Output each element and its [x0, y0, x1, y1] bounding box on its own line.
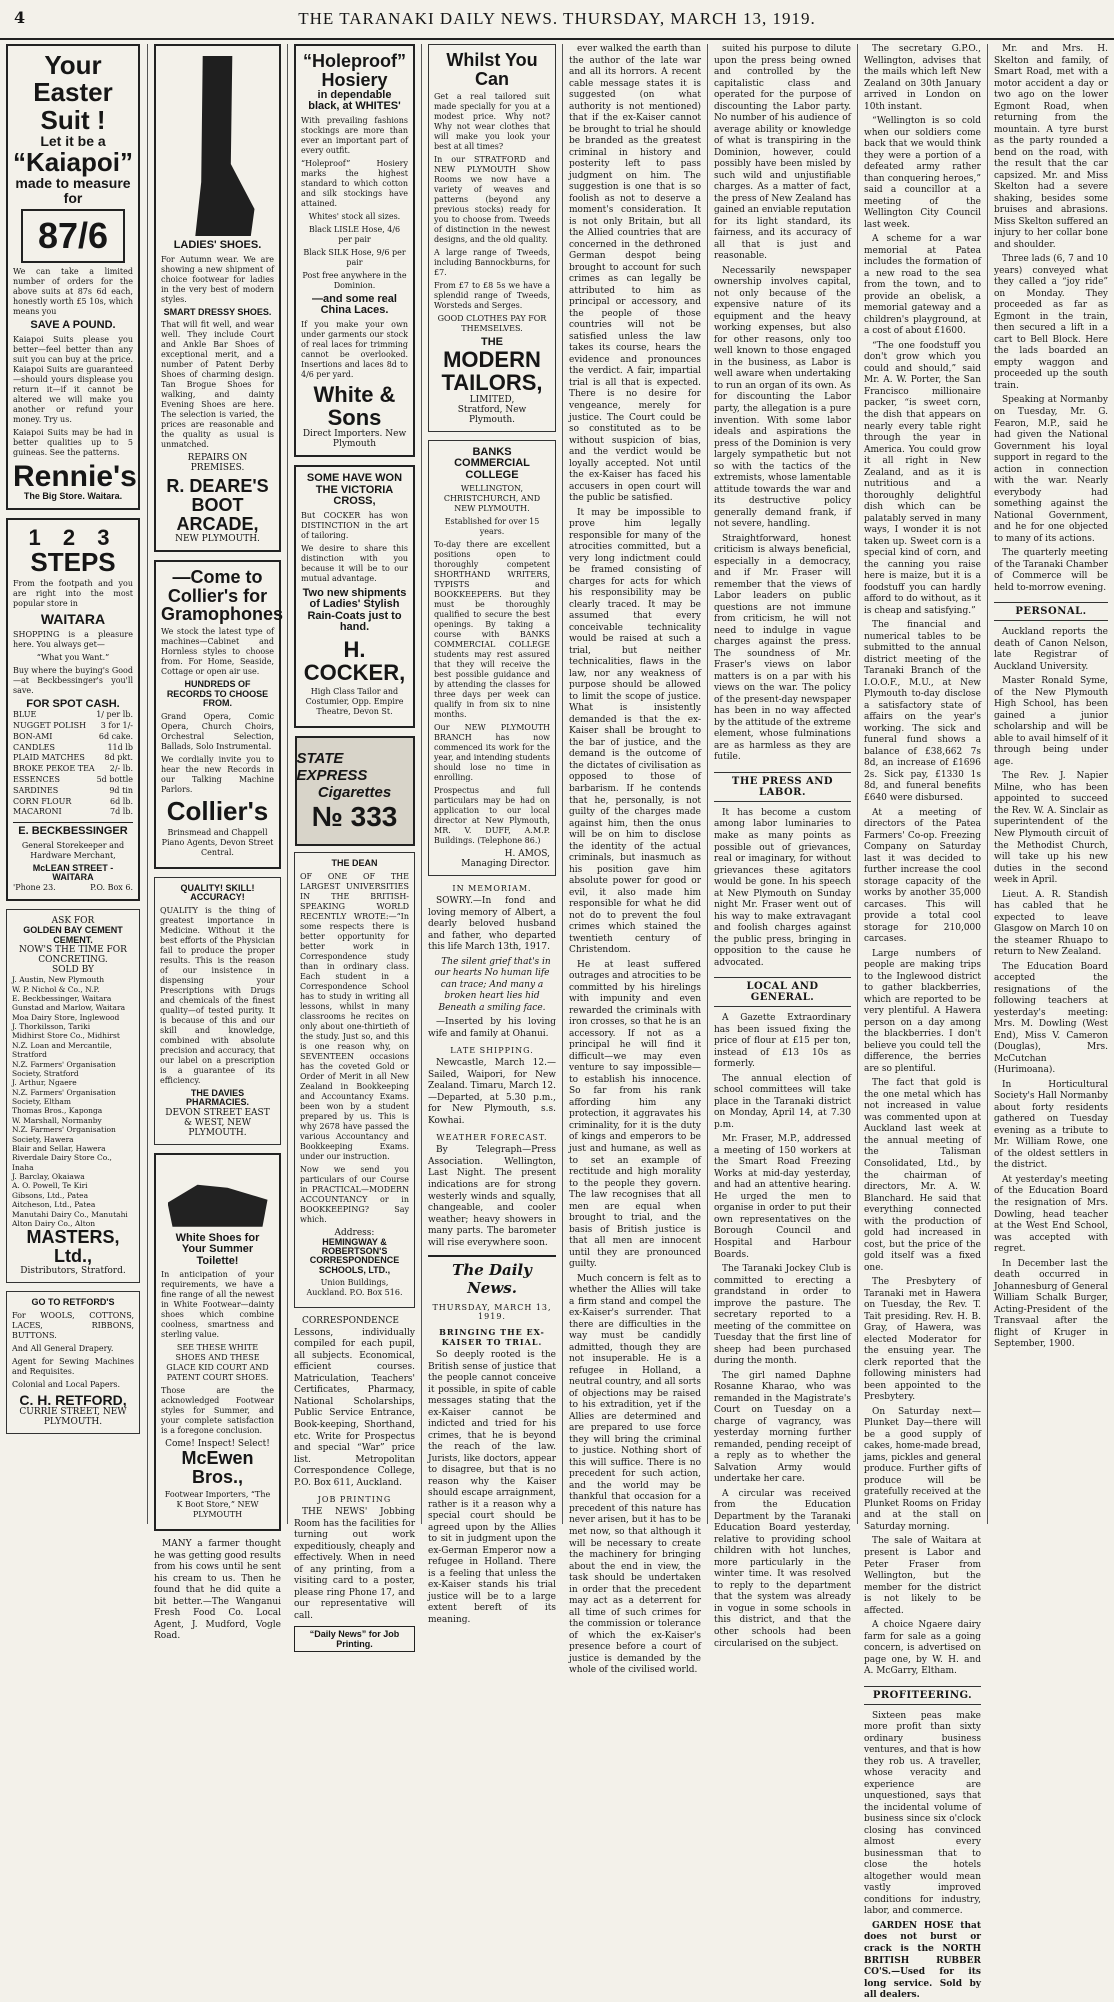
collier-ad	[154, 560, 284, 869]
agent-item: A. O. Powell, Te Kiri	[12, 1181, 88, 1191]
collier-logo: Collier's	[166, 795, 269, 826]
tailors-place: Stratford, New Plymouth.	[457, 404, 527, 425]
price-box: 87/6	[21, 209, 125, 263]
profiteering-hd: PROFITEERING.	[864, 1686, 981, 1705]
ws-come: Come! Inspect! Select!	[165, 1439, 270, 1450]
memoriam-body: SOWRY.—In fond and loving memory of Albert, a dearly beloved husband and father, who departed this life March 13th, 1917.	[428, 896, 556, 953]
column-4	[421, 44, 562, 1625]
weather: By Telegraph—Press Association. Wellington, Last Night. The present indications are for strong westerly winds and squally, changeable, and cooler weather; heavy showers in many parts. The barometer will rise everywhere soon.	[428, 1145, 556, 1248]
retford-ad	[6, 1291, 140, 1434]
holeproof-title: “Holeproof”	[303, 51, 406, 71]
tailors-name: MODERN TAILORS,	[441, 347, 543, 396]
banks-sign: H. AMOS,	[504, 849, 550, 860]
paragraph: Necessarily newspaper ownership involves capital, not only because of the expensive nature of its equipment and the heavy working expenses, but also for other reasons, only too well known to those engaged in the business, as Labor is well aware when undertaking to run an organ of its own. As for discounting the Labor party, the allegation is a pure invention. With some labor ideals and aspirations the press of the Dominion is very largely sympathetic but not so with the tactics of the extremists, whose lamentable attitude towards the war and its destructive policy generally demand frank, if not severe, handling.	[714, 265, 851, 530]
tailors-motto: GOOD CLOTHES PAY FOR THEMSELVES.	[437, 313, 547, 333]
press-labor-body: It has become a custom among labor luminaries to make as many points as possible out of grievances, real or imaginary, for without grievances these agitators would be gone. In his speech at New Plymouth on Sunday night Mr. Fraser went out of his way to make extravagant and foolish charges against the public press, bringing in opposition to the cause he advocated.	[714, 807, 851, 968]
cocker-body3: Two new shipments of Ladies' Stylish Rain-Coats just to hand.	[302, 586, 407, 634]
agent-item: Gunstad and Marlow, Waitara	[12, 1003, 126, 1013]
paragraph: Auckland reports the death of Canon Nelson, late Registrar of Auckland University.	[994, 627, 1108, 672]
paragraph: suited his purpose to dilute upon the press being owned and controlled by the capitalistic class and operated for the purpose of discounting the Labor party. No number of his audience of average ability or knowledge of what is transpiring in the Dominion, however, could possibly have been misled by such wild and unjustifiable charges. As a matter of fact, the press of New Zealand has gained an enviable reputation for its light standard, its fairness, and its accuracy of all that is just and reasonable.	[714, 44, 851, 262]
steps-quote: “What you Want.”	[36, 652, 110, 662]
easter-line4: made to measure	[15, 174, 131, 191]
agent-item: Midhirst Store Co., Midhirst	[12, 1031, 120, 1041]
item-name: MACARONI	[13, 807, 62, 817]
paragraph: Speaking at Normanby on Tuesday, Mr. G. Fearon, M.P., said he had given the National Government his loyal support in regard to the action in connection with the war. Nearly everybody had something against the National Government, and he for one objected to many of its actions.	[994, 395, 1108, 544]
paragraph: On Saturday next—Plunket Day—there will be a good supply of cakes, home-made bread, jams, pickles and general produce. Further gifts of produce will be gratefully received at the Plunket Rooms on Friday and at the stall on Saturday morning.	[864, 1406, 981, 1532]
leader	[428, 1255, 556, 1626]
agent-item: N.Z. Loan and Mercantile, Stratford	[12, 1040, 112, 1060]
steps-body2: SHOPPING is a pleasure here. You always get—	[13, 629, 133, 649]
easter-body2: Kaiapoi Suits please you better—feel better than any suit you can buy at the price. Kaiapoi Suits are guaranteed—should yours displease you return it—if it cannot be altered we will make you another or refund your money. Try us.	[13, 334, 133, 424]
cream-notice: MANY a farmer thought he was getting good results from his cows until he sent his cream to us. Then he found that he did quite a bit better.—The Wanganui Fresh Food Co. Local Agent, J. Mudford, Vogle Road.	[154, 1539, 281, 1642]
whites-sub: Direct Importers. New Plymouth	[302, 429, 407, 450]
paragraph: The Presbytery of Taranaki met in Hawera on Tuesday, the Rev. T. Tait presiding. Rev. H. B. Gray, of Hawera, was elected Moderator for the ensuing year. The clerk reported that the following ministers had been appointed to the Presbytery.	[864, 1277, 981, 1403]
paragraph: At a meeting of directors of the Patea Farmers' Co-op. Freezing Company on Saturday last it was decided to further increase the cool storage capacity of the works by another 35,000 carcases. This will provide a total cool storage for 210,000 carcases.	[864, 807, 981, 945]
banks-sign-sub: Managing Director.	[461, 859, 550, 870]
paragraph: In Horticultural Society's Hall Normanby about forty residents gathered on Tuesday evening as a tribute to Mr. William Rowe, one of the oldest settlers in the district.	[994, 1079, 1108, 1171]
item-price: 6d cake.	[98, 731, 133, 741]
express-brand: STATE EXPRESS	[296, 749, 368, 784]
davies-ad	[154, 877, 281, 1145]
merchant-address: McLEAN STREET - WAITARA	[32, 862, 114, 883]
paragraph: It may be impossible to prove him legally responsible for many of the atrocities committed, but a very long indictment could be framed consisting of charges for acts for which his responsibility may be clearly traced. It may be assumed that every conceivable technicality would be raised at such a trial, but neither technicalities, flaws in the law, nor any weakness of purpose should be allowed to limit the scope of justice. What is insistently demanded is that the ex-Kaiser shall be brought to the bar of justice, and the demand is the outcome of the dictates of civilisation as opposed to those of barbarism. If he contends that he, personally, is not guilty of the charges made against him, then the onus will be on him to disclose the identity of the actual criminals, but inasmuch as his position gave him absolute power for good or evil, it also made him responsible for what he did not do to prevent the foul crimes which stained the twentieth century of Christendom.	[569, 507, 701, 956]
lace-body: If you make your own under garments our stock of real laces for trimming cannot be overlooked. Insertions and laces 8d to 4/6 per yard.	[301, 319, 408, 379]
gram-body1: We stock the latest type of machines—Cabinet and Hornless styles to choose from. For Home, Seaside, Cottage or open air use.	[161, 627, 274, 677]
masthead: THE TARANAKI DAILY NEWS. THURSDAY, MARCH 13, 1919.	[298, 9, 816, 28]
cocker-body2: We desire to share this distinction with you because it will be to our mutual advantage.	[301, 543, 408, 583]
hosiery-lisle: Black LISLE Hose, 4/6 per pair	[308, 224, 401, 244]
davies-title: QUALITY! SKILL! ACCURACY!	[180, 882, 255, 903]
merchant-name: E. BECKBESSINGER	[13, 822, 133, 838]
column-6	[707, 44, 857, 1649]
paragraph: A circular was received from the Education Department by the Taranaki Education Board yesterday, relative to providing school children with hot lunches, more particularly in the winter time. It was resolved to reply to the department that the system was already in vogue in some schools in this district, and that the other schools had been circularised on the subject.	[714, 1488, 851, 1649]
agent-item: E. Beckbessinger, Waitara	[12, 993, 112, 1003]
paragraph: “Wellington is so cold when our soldiers come back that we would think they were a portion of a defeated army rather than conquering heroes,” said a councillor at a meeting of the Wellington City Council last week.	[864, 116, 981, 230]
item-name: CANDLES	[13, 742, 55, 752]
item-name: PLAID MATCHES	[13, 753, 85, 763]
collier-addr: Brinsmead and Chappell Piano Agents, Devon Street Central.	[161, 827, 274, 857]
paragraph: A choice Ngaere dairy farm for sale as a going concern, is advertised on page one, by W. H. and A. McGarry, Eltham.	[864, 1620, 981, 1677]
paragraph: The Education Board accepted the resignations of the following teachers at yesterday's meeting: Mrs. M. Dowling (West End), Miss V. Cameron (Douglas), Mrs. McCutchan (Hurimoana).	[994, 961, 1108, 1076]
paragraph: Straightforward, honest criticism is always beneficial, especially in a democracy, and if Mr. Fraser will remember that the views of Labor leaders on public questions are not immune from criticism, he will not need to indulge in vague charges against the press. The soundness of Mr. Fraser's views on labor matters is on a par with his views on the war. The policy of the present-day newspaper has been in no way affected by the attitude of the extreme element, whose fulminations are as harmless as they are futile.	[714, 533, 851, 763]
mcewen-sub: Footwear Importers, “The K Boot Store,” NEW PLYMOUTH	[164, 1490, 271, 1520]
price-list	[13, 710, 133, 818]
page-number: 4	[14, 8, 26, 27]
cement-time: NOW'S THE TIME FOR CONCRETING.	[19, 945, 127, 966]
item-name: ESSENCES	[13, 774, 60, 784]
ws-line3: Toilette!	[196, 1254, 239, 1267]
price-row	[13, 710, 133, 721]
easter-line2: Let it be a	[40, 132, 106, 149]
leader-date: THURSDAY, MARCH 13, 1919.	[432, 1303, 552, 1322]
daily-news-flag: The Daily News.	[452, 1261, 532, 1298]
gram-body3: We cordially invite you to hear the new Records in our Talking Machine Parlors.	[161, 754, 274, 794]
column-2	[147, 44, 287, 1642]
agent-item: N.Z. Farmers' Organisation Society, Eltham	[12, 1087, 116, 1107]
state-express-packet	[295, 736, 415, 846]
job-printing-body: THE NEWS' Jobbing Room has the facilities for turning out work expeditiously, cheaply and effectively. When in need of any printing, from a visiting card to a poster, please ring Phone 17, and our representative will call.	[294, 1507, 415, 1621]
item-name: SARDINES	[13, 785, 59, 795]
paragraph: ever walked the earth than the author of the late war and all its horrors. A recent cable message states it is suggested (on what authority is not mentioned) that if the ex-Kaiser cannot be brought to trial he should be branded as the greatest criminal in history and posterity left to pass judgment on him. The suggestion is one that is so foolish as not to deserve a moment's consideration. It is not only Britain, but all the Allied countries that are concerned in the dethroned German despot being brought to account for such crimes as can legally be attributed to him as principal or accessory, and the people of those countries will not be satisfied unless the law takes its course, hears the evidence and pronounces the verdict. A fair, impartial trial is all that is expected. There is no desire for vengeance, merely for justice. The Court could be so constituted as to be without suspicion of bias, and the verdict would be loyally accepted. Not until the ex-Kaiser has faced his accusers in open court will the public be satisfied.	[569, 44, 701, 504]
retford-address: CURRIE STREET, NEW PLYMOUTH.	[19, 1407, 127, 1428]
deare-name: R. DEARE'S BOOT ARCADE,	[166, 475, 269, 534]
cement-ad	[6, 909, 140, 1283]
ws-see: SEE THESE WHITE SHOES AND THESE GLACE KID COURT AND PATENT COURT SHOES.	[166, 1343, 269, 1383]
shoes-body: For Autumn wear. We are showing a new shipment of choice footwear for ladies in the very best of modern styles.	[161, 254, 274, 304]
banks-body2: Our NEW PLYMOUTH BRANCH has now commenced its work for the year, and intending students should lose no time in enrolling.	[434, 723, 550, 783]
cement-sold: SOLD BY	[52, 965, 94, 976]
job-printing-tag: “Daily News” for Job Printing.	[294, 1626, 415, 1652]
banks-towns: WELLINGTON, CHRISTCHURCH, AND NEW PLYMOUTH.	[443, 484, 541, 514]
save-pound: SAVE A POUND.	[30, 319, 116, 332]
item-name: CORN FLOUR	[13, 796, 72, 806]
tailors-body1: Get a real tailored suit made specially for you at a modest price. Why not? Why not wear clothes that will make you look your best at all times?	[434, 91, 550, 151]
item-price: 1/ per lb.	[96, 710, 133, 720]
agent-item: Riverdale Dairy Store Co., Inaha	[12, 1153, 112, 1172]
steps-body3: Buy where the buying's Good—at Beckbessinger's you'll save.	[13, 665, 133, 695]
retford-body4: Colonial and Local Papers.	[12, 1379, 121, 1389]
cocker-body1: But COCKER has won DISTINCTION in the art of tailoring.	[301, 510, 408, 540]
hosiery-title: Hosiery	[321, 69, 388, 90]
tailors-the: THE	[481, 335, 503, 348]
ws-body: In anticipation of your requirements, we have a fine range of all the newest in White Footwear—dainty shoes which combine coolness, smartness and sterling value.	[161, 1270, 274, 1340]
agent-item: N.Z. Farmers' Organisation Society, Hawera	[12, 1125, 116, 1144]
dean-address-label: Address:	[334, 1227, 375, 1238]
agent-list	[12, 975, 134, 1228]
shipping-hd: LATE SHIPPING.	[450, 1046, 534, 1056]
memoriam-hd: IN MEMORIAM.	[452, 884, 532, 894]
leader-continued	[569, 44, 701, 1677]
cement-brand: GOLDEN BAY CEMENT	[23, 925, 123, 936]
ws-body2: Those are the acknowledged Footwear styles for Summer, and your complete satisfaction is a foregone conclusion.	[161, 1386, 274, 1436]
price-row	[13, 786, 133, 797]
page-header	[0, 0, 1114, 40]
modern-tailors-ad	[428, 44, 556, 432]
paragraph: The Rev. J. Napier Milne, who has been appointed to succeed the Rev. W. A. Sinclair as superintendent of the New Plymouth circuit of the Methodist Church, will take up his new duties in the second week in April.	[994, 771, 1108, 886]
banks-est: Established for over 15 years.	[444, 517, 540, 537]
agent-item: Gibsons, Ltd., Patea	[12, 1190, 89, 1200]
personal-hd: PERSONAL.	[994, 602, 1108, 621]
agent-item: Thomas Bros., Kaponga	[12, 1106, 103, 1116]
dean-title: THE DEAN	[331, 858, 378, 869]
personal-column	[994, 627, 1108, 1350]
leader-body: So deeply rooted is the British sense of justice that the people cannot conceive it possible, in spite of cable messages stating that the ex-Kaiser cannot be indicted and tried for his crimes, that he is beyond the reach of the law. Jurists, like doctors, appear to disagree, but that is no reason why the Kaiser should escape arraignment, rather is it a reason why a special court should be agreed upon by the Allies to sit in judgment upon the ex-German Emperor now a refugee in Holland. There is a feeling that unless the ex-Kaiser stands his trial justice will be to a large extent bereft of its meaning.	[428, 1350, 556, 1625]
paragraph: Lieut. A. R. Standish has cabled that he expected to leave Glasgow on March 10 on the steamer Rhuapo to return to New Zealand.	[994, 889, 1108, 958]
paragraph: Three lads (6, 7 and 10 years) conveyed what they called a “joy ride” on Monday. They proceeded as far as Egmont in the train, then secured a lift in a cart to Bell Block. Here the lads boarded an empty waggon and proceeded up the south train.	[994, 254, 1108, 391]
agent-item: J. Austin, New Plymouth	[12, 975, 105, 985]
tailors-body2: In our STRATFORD and NEW PLYMOUTH Show Rooms we now have a variety of weaves and patterns (beyond any previous stocks) ready for you to choose from. Tweeds of distinction in the newest designs, and the old quality.	[434, 154, 550, 244]
retford-name: C. H. RETFORD,	[19, 1391, 127, 1408]
cement-word: CEMENT.	[53, 934, 93, 945]
shoes-sub: SMART DRESSY SHOES.	[163, 306, 272, 317]
paragraph: The secretary G.P.O., Wellington, advises that the mails which left New Zealand on 30th January arrived in London on 10th instant.	[864, 44, 981, 112]
paragraph: “The one foodstuff you don't grow which you could and should,” said Mr. A. W. Porter, the San Francisco millionaire packer, “is sweet corn, the dish that appears on nearly every table right through the year in America. You could grow it all right in New Zealand, and as it is nutritious and a thoroughly delightful dish which can be palatably served in many ways, I wonder it is not taken up. Sweet corn is a special kind of corn, and the canning you raise here is maize, but it is a foodstuff you can hardly afford to do without, as it is cheap and satisfying.”	[864, 340, 981, 616]
paragraph: The sale of Waitara at present is Labor and Peter Fraser from Wellington, but the member for the district is not likely to be affected.	[864, 1536, 981, 1616]
rennies-sub: The Big Store. Waitara.	[23, 491, 123, 502]
memoriam-sign: —Inserted by his loving wife and family at Ohanui.	[428, 1017, 556, 1039]
masters-name: MASTERS, Ltd.,	[26, 1227, 120, 1267]
agent-item: J. Thorkilsson, Tariki	[12, 1022, 91, 1032]
correspondence-notice: CORRESPONDENCE Lessons, individually compiled for each pupil, all subjects. Economical, efficient courses. Matriculation, Teachers' Certificates, Pharmacy, National Scholarships, Public Service Entrance, Book-keeping, Shorthand, etc. Write for Prospectus and special “War” price list. Metropolitan Correspondence College, P.O. Box 611, Auckland.	[294, 1316, 415, 1488]
ws-line2: Your Summer	[181, 1243, 254, 1256]
job-printing-hd: JOB PRINTING	[317, 1495, 392, 1505]
cocker-name: H. COCKER,	[303, 636, 406, 686]
retford-body3: Agent for Sewing Machines and Requisites.	[12, 1356, 134, 1376]
local-news-cont	[994, 44, 1108, 594]
local-general-hd: LOCAL AND GENERAL.	[714, 977, 851, 1007]
labor-article	[714, 44, 851, 764]
paragraph: Master Ronald Syme, of the New Plymouth High School, has been gained a junior scholarship and will be able to avail himself of it through being under age.	[994, 676, 1108, 767]
agent-item: W. P. Nichol & Co., N.P.	[12, 984, 100, 994]
paragraph: He at least suffered outrages and atrocities to be committed by his hirelings with impunity and even rewarded the criminals with iron crosses, so that he is an accessory. If not as a principal he will find it difficult—we may even venture to say impossible—to establish his innocence. So far from his rank affording him any protection, it aggravates his criminality, for it is the duty of kings and emperors to be just and humane, as well as to set an example of rectitude and high morality to the people they govern. The law recognises that all men are equal when brought to trial, and the basis of British justice is that all men are innocent until they are pronounced guilty.	[569, 959, 701, 1270]
dean-body2: Now we send you particulars of our Course in PRACTICAL—MODERN ACCOUNTANCY or in BOOKKEEPING? Say which.	[300, 1164, 409, 1224]
cocker-sub: High Class Tailor and Costumier, Opp. Empire Theatre, Devon St.	[305, 687, 404, 717]
easter-body1: We can take a limited number of orders for the above suits at 87s 6d each, honestly worth £5 10s, which means you	[13, 267, 133, 317]
paragraph: Mr. and Mrs. H. Skelton and family, of Smart Road, met with a motor accident a day or two ago on the lower Egmont Road, when returning from the mountain. A tyre burst as the party rounded a bend on the road, with the result that the car capsized. Mr. and Miss Skelton had a severe shaking, besides some bruises and abrasions. Miss Skelton suffered an injury to her collar bone and shoulder.	[994, 44, 1108, 250]
paragraph: At yesterday's meeting of the Education Board the resignation of Mrs. Dowling, head teacher at the West End School, was accepted with regret.	[994, 1174, 1108, 1255]
shipping: Newcastle, March 12.—Sailed, Waipori, for New Zealand. Timaru, March 12.—Departed, at 5.30 p.m., for New Plymouth, s.s. Kowhai.	[428, 1058, 556, 1126]
agent-item: Manutahi Dairy Co., Manutahi	[12, 1209, 128, 1219]
agent-item: Blair and Sellar, Hawera	[12, 1143, 106, 1153]
cement-ask: ASK FOR	[51, 916, 95, 927]
agent-item: N.Z. Farmers' Organisation Society, Stratford	[12, 1059, 116, 1078]
gram-line3: Gramophones	[161, 604, 284, 625]
garden-hose-notice: GARDEN HOSE that does not burst or crack is the NORTH BRITISH RUBBER CO'S.—Used for its long service. Sold by all dealers.	[864, 1920, 981, 2001]
memoriam-verse: The silent grief that's in our hearts No human life can trace; And many a broken heart lies hid Beneath a smiling face.	[434, 956, 551, 1013]
davies-addr: DEVON STREET EAST & WEST, NEW PLYMOUTH.	[165, 1107, 270, 1138]
steps-body1: From the footpath and you are right into the most popular store in	[13, 578, 133, 608]
banks-body3: Prospectus and full particulars may be had on application to our local director at New Plymouth, MR. V. DUFF, A.M.P. Buildings. (Telephone 86.)	[434, 786, 550, 846]
masters-sub: Distributors, Stratford.	[20, 1266, 126, 1277]
agent-item: J. Barclay, Okaiawa	[12, 1172, 85, 1182]
tailors-ltd: LIMITED,	[469, 394, 515, 405]
gram-line1: —Come to	[172, 566, 263, 587]
press-labor-hd: THE PRESS AND LABOR.	[714, 772, 851, 802]
agent-item: Moa Dairy Store, Inglewood	[12, 1012, 120, 1022]
agent-item: J. Arthur, Ngaere	[12, 1078, 77, 1088]
mcewen-name: McEwen Bros.,	[181, 1448, 254, 1488]
hosiery-post: Post free anywhere in the Dominion.	[302, 270, 407, 290]
whites-logo: White & Sons	[313, 381, 396, 431]
column-5	[562, 44, 707, 1676]
banks-body1: To-day there are excellent positions open to thoroughly competent SHORTHAND WRITERS, TYPISTS and BOOKKEEPERS. But they must be thoroughly qualified to secure the best openings. By taking a course with BANKS COMMERCIAL COLLEGE students may rest assured that they will receive the best possible guidance and by attending the classes for three days per week can qualify in from six to nine months.	[434, 540, 550, 720]
retford-body2: And All General Drapery.	[12, 1343, 114, 1353]
paragraph: A scheme for a war memorial at Patea includes the formation of a new road to the sea from the town, and to provide an obelisk, a memorial gateway and a children's playground, at a cost of about £1600.	[864, 234, 981, 337]
retford-body1: For WOOLS, COTTONS, LACES, RIBBONS, BUTTONS.	[12, 1310, 134, 1340]
paragraph: A Gazette Extraordinary has been issued fixing the price of flour at £15 per ton, instead of £13 10s as formerly.	[714, 1013, 851, 1070]
leader-headline: BRINGING THE EX-KAISER TO TRIAL.	[439, 1327, 545, 1348]
express-sub: Cigarettes	[317, 783, 392, 801]
agent-item: Aitcheson, Ltd., Patea	[12, 1200, 96, 1210]
column-7	[857, 44, 987, 2001]
merchant-box: P.O. Box 6.	[90, 882, 133, 892]
steps-title: STEPS	[30, 546, 116, 577]
column-3	[287, 44, 421, 1650]
item-price: 5d bottle	[96, 774, 133, 784]
column-1	[0, 44, 146, 1524]
paragraph: The financial and numerical tables to be submitted to the annual district meeting of the Taranaki Branch of the I.O.O.F., M.U., at New Plymouth to-day disclose a satisfactory state of affairs on the year's working. The sick and funeral fund shows a balance of £38,662 7s 8d, an increase of £1696 2s. Sick pay, £1330 1s 8d, and funeral benefits £640 were disbursed.	[864, 620, 981, 803]
easter-body3: Kaiapoi Suits may be had in better qualities up to 5 guineas. See the patterns.	[13, 427, 133, 457]
price-row	[13, 764, 133, 775]
cocker-ad	[294, 465, 415, 728]
paragraph: Mr. Fraser, M.P., addressed a meeting of 150 workers at the Smart Road Freezing Works at mid-day yesterday, and had an attentive hearing. He urged the men to organise in order to put their own representatives on the Borough Council and Hospital and Harbour Boards.	[714, 1134, 851, 1260]
dean-body: OF ONE OF THE LARGEST UNIVERSITIES IN THE BRITISH-SPEAKING WORLD RECENTLY WROTE:—“In some respects there is better opportunity for better work in Correspondence study than in ordinary class. Each student in a Correspondence School has to study in writing all lessons, whilst in many classrooms he recites on only about one-thirtieth of the study. Just so, and this is one reason why, on SEVENTEEN occasions has the coveted Gold or Order of Merit in all New Zealand in Bookkeeping and Accountancy Exams. been won by a student prepared by us. This is why 2678 have passed the various Accountancy and Bookkeeping Exams. under our instruction.	[300, 871, 409, 1161]
merchant-phone: 'Phone 23.	[13, 882, 56, 892]
davies-name: THE DAVIES PHARMACIES.	[185, 1087, 249, 1108]
rennies-logo: Rennie's	[13, 459, 137, 493]
shoe-illustration	[168, 1167, 268, 1227]
weather-hd: WEATHER FORECAST.	[436, 1133, 548, 1143]
paragraph: In December last the death occurred in Johannesburg of General William Schalk Burger, Acting-President of the Transvaal after the flight of Kruger in September, 1900.	[994, 1258, 1109, 1350]
paragraph: The girl named Daphne Rosanne Kharao, who was remanded in the Magistrate's Court on Tuesday on a charge of vagrancy, was yesterday morning further remanded, pending receipt of a reply as to whether the Salvation Army would undertake her care.	[714, 1370, 851, 1485]
column-8	[987, 44, 1114, 1524]
paragraph: The fact that gold is the one metal which has not increased in value was commented upon at Auckland last week at the annual meeting of the Talisman Consolidated, Ltd., by the chairman of directors, Mr. A. W. Blanchard. He said that everything connected with the production of gold had increased in cost, but the price of the gold itself was a fixed one.	[864, 1078, 981, 1273]
banks-college-ad	[428, 440, 556, 877]
deare-ad	[154, 44, 281, 552]
agent-item: Alton Dairy Co., Alton	[12, 1218, 96, 1228]
item-name: BROKE PEKOE TEA	[13, 764, 95, 774]
price-row	[13, 797, 133, 808]
easter-headline: Your Easter Suit !	[33, 50, 113, 135]
item-name: BLUE	[13, 710, 37, 720]
local-general	[714, 1013, 851, 1650]
merchant-sub: General Storekeeper and Hardware Merchant,	[21, 840, 125, 860]
gram-line2: Collier's for	[167, 585, 268, 606]
item-price: 11d lb	[107, 742, 133, 752]
easter-line5: for	[63, 189, 83, 206]
tailors-body4: From £7 to £8 5s we have a splendid range of Tweeds, Worsteds and Serges.	[434, 280, 550, 310]
hosiery-sizes: Whites' stock all sizes.	[308, 211, 401, 221]
whites-ad	[294, 44, 415, 457]
kaiapoi-title: “Kaiapoi”	[13, 146, 133, 177]
memoriam	[428, 896, 556, 1040]
spot-cash: FOR SPOT CASH.	[26, 697, 120, 710]
profiteering-body: Sixteen peas make more profit than sixty ordinary business ventures, and that is how they rob us. A traveller, whose veracity and experience are unquestioned, says that the incidental volume of business since six o'clock closing has convinced almost every businessman that to close the hotels altogether would mean vastly improved conditions for industry, labor, and commerce.	[864, 1710, 981, 1917]
repairs: REPAIRS ON PREMISES.	[187, 452, 248, 473]
local-continued	[864, 44, 981, 1678]
hemingway-name: HEMINGWAY & ROBERTSON'S CORRESPONDENCE SCHOOLS, LTD.,	[309, 1236, 400, 1275]
mcewen-ad	[154, 1153, 281, 1531]
paragraph: Large numbers of people are making trips to the Inglewood district to gather blackberries, which are reported to be very plentiful. A Hawera person on a day among the blackberries. I don't believe you could tell the difference, the berries are so plentiful.	[864, 948, 981, 1074]
tailors-body3: A large range of Tweeds, including Bannockburns, for £7.	[434, 247, 550, 277]
lace-hd: —and some real China Laces.	[312, 292, 397, 317]
gram-records: HUNDREDS OF RECORDS TO CHOOSE FROM.	[166, 679, 269, 709]
retford-title: GO TO RETFORD'S	[31, 1297, 115, 1308]
banks-name: BANKS COMMERCIAL COLLEGE	[454, 445, 530, 481]
paragraph: Much concern is felt as to whether the Allies will take a firm stand and compel the ex-Kaiser's surrender. That there are difficulties in the way must be candidly admitted, though they are not insuperable. He is a refugee in Holland, a neutral country, and all sorts of objections may be raised to his extradition, yet if the Allies are determined and are prepared to use force they will bring the criminal to justice. Nothing short of this will suffice. There is no precedent for such action, and the world may be thankful that occasion for a precedent of this nature has never arisen, but it has to be met now, so that although it will be necessary to create the machinery for bringing about the end in view, the task should be undertaken in order that the precedent may act as a deterrent for all time of such crimes for the commission or tolerance of which the ex-Kaiser's presence before a court of justice is demanded by the whole of the civilised world.	[569, 1273, 701, 1676]
item-price: 6d lb.	[110, 796, 133, 806]
shoes-body2: That will fit well, and wear well. They include Court and Ankle Bar Shoes of exceptional merit, and a number of Patent Derby Shoes of charming design. Tan Brogue Shoes for walking, and dainty Evening Shoes are here. The selection is varied, the prices are reasonable and the quality as usual is unmatched.	[161, 319, 274, 449]
paragraph: The quarterly meeting of the Taranaki Chamber of Commerce will be held to-morrow evening.	[994, 548, 1108, 593]
hosiery-sub: in dependable black, at WHITES'	[308, 88, 401, 113]
davies-body: QUALITY is the thing of greatest importance in Medicine. Without it the best efforts of the Physician fail to produce the proper results. This is the reason of our insistence in dispensing your Prescriptions with Drugs and chemicals of the finest quality—of tested purity. It is because of this and our skill and knowledge, combined with absolute precision and accuracy, that our label on a prescription is a guarantee of its efficiency.	[160, 905, 275, 1085]
item-name: NUGGET POLISH	[13, 720, 87, 730]
item-name: BON-AMI	[13, 731, 53, 741]
price-row	[13, 807, 133, 818]
express-num: № 333	[311, 800, 398, 832]
item-price: 3 for 1/-	[100, 720, 133, 730]
cocker-line1: SOME HAVE WON THE VICTORIA CROSS,	[306, 472, 403, 508]
paragraph: The Taranaki Jockey Club is committed to erecting a grandstand in order to improve the pasture. The secretary reported to a meeting of the committee on Tuesday that the first line of sheep had been purchased during the month.	[714, 1264, 851, 1367]
beckbessinger-ad	[6, 518, 140, 902]
steps-town: WAITARA	[40, 610, 106, 627]
price-row	[13, 721, 133, 732]
hosiery-body2: “Holeproof” Hosiery marks the highest standard to which cotton and silk stockings have attained.	[301, 158, 408, 208]
price-row	[13, 753, 133, 764]
item-price: 2/- lb.	[109, 764, 133, 774]
price-row	[13, 743, 133, 754]
agent-item: W. Marshall, Normanby	[12, 1115, 102, 1125]
deare-place: NEW PLYMOUTH.	[175, 533, 260, 544]
hosiery-body1: With prevailing fashions stockings are more than ever an important part of every outfit.	[301, 115, 408, 155]
hosiery-silk: Black SILK Hose, 9/6 per pair	[303, 247, 406, 267]
boot-illustration	[181, 56, 255, 236]
hemingway-sub: Union Buildings, Auckland. P.O. Box 516.	[306, 1278, 403, 1298]
shoes-title: LADIES' SHOES.	[173, 239, 262, 251]
hemingway-ad	[294, 852, 415, 1308]
item-price: 7d lb.	[110, 807, 133, 817]
paragraph: The annual election of school committees will take place in the Taranaki district on Monday, April 14, at 7.30 p.m.	[714, 1073, 851, 1130]
price-row	[13, 732, 133, 743]
item-price: 9d tin	[109, 785, 133, 795]
kaiapoi-ad	[6, 44, 140, 510]
gram-body2: Grand Opera, Comic Opera, Church Choirs, Orchestral Selection, Ballads, Solo Instrumental.	[161, 711, 274, 751]
ws-line1: White Shoes for	[175, 1231, 260, 1244]
steps-numbers: 1 2 3	[28, 524, 118, 550]
item-price: 8d pkt.	[104, 753, 133, 763]
tailors-title: Whilst You Can	[446, 50, 538, 89]
price-row	[13, 775, 133, 786]
